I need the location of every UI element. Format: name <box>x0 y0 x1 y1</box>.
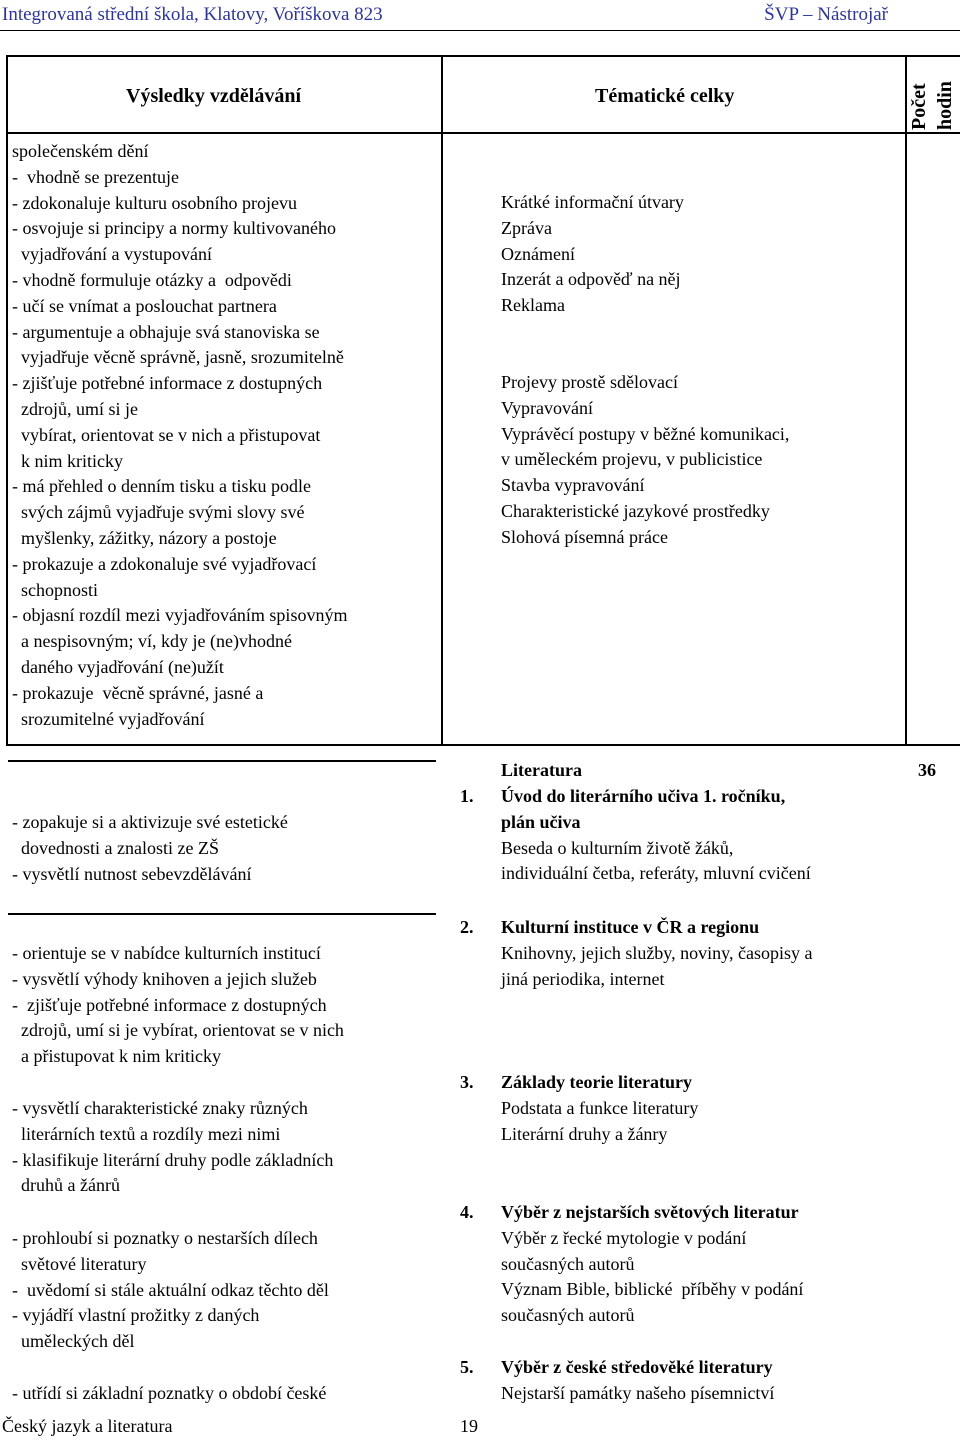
text-line: - zopakuje si a aktivizuje své estetické <box>12 812 288 832</box>
literature-hours: 36 <box>918 760 936 780</box>
text-line: - zjišťuje potřebné informace z dostupných <box>12 994 327 1015</box>
school-name: Integrovaná střední škola, Klatovy, Voříškova 823 <box>2 4 383 25</box>
table-header-bottom-border <box>6 132 960 134</box>
text-line: Výběr z české středověké literatury <box>501 1357 773 1377</box>
text-line: a nespisovným; ví, kdy je (ne)vhodné <box>12 631 292 652</box>
header-topics: Tématické celky <box>595 85 735 107</box>
text-line: a přistupovat k nim kriticky <box>12 1046 221 1067</box>
text-line: daného vyjadřování (ne)užít <box>12 656 224 677</box>
text-line: - objasní rozdíl mezi vyjadřováním spisovným <box>12 605 348 626</box>
table-top-border <box>6 55 960 57</box>
text-line: Výběr z nejstarších světových literatur <box>501 1202 799 1222</box>
section-number: 4. <box>460 1202 474 1222</box>
text-line: uměleckých děl <box>12 1331 135 1352</box>
text-line: - prokazuje věcně správné, jasné a <box>12 682 264 703</box>
text-line: Vyprávěcí postupy v běžné komunikaci, <box>501 423 790 444</box>
text-line: - má přehled o denním tisku a tisku podle <box>12 476 311 497</box>
table-col-divider-2 <box>905 55 907 745</box>
text-line: srozumitelné vyjadřování <box>12 708 205 729</box>
section-content <box>501 915 812 992</box>
text-line: - vysvětlí výhody knihoven a jejich služeb <box>12 968 317 989</box>
text-line: společenském dění <box>12 141 149 161</box>
text-line: současných autorů <box>501 1305 635 1326</box>
text-line: - učí se vnímat a poslouchat partnera <box>12 295 277 316</box>
text-line: zdrojů, umí si je vybírat, orientovat se v nich <box>12 1020 344 1041</box>
text-line: Výběr z řecké mytologie v podání <box>501 1227 747 1248</box>
section-outcomes <box>12 1096 333 1199</box>
literature-heading: Literatura <box>501 760 582 780</box>
table-left-border <box>6 55 8 745</box>
text-line: Reklama <box>501 295 565 316</box>
text-line: světové literatury <box>12 1253 147 1274</box>
text-line: - vhodně formuluje otázky a odpovědi <box>12 269 292 290</box>
text-line: Podstata a funkce literatury <box>501 1097 699 1118</box>
text-line: plán učiva <box>501 811 581 832</box>
text-line: - vysvětlí nutnost sebevzdělávání <box>12 863 252 884</box>
text-line: Inzerát a odpověď na něj <box>501 269 681 290</box>
text-line: svých zájmů vyjadřuje svými slovy své <box>12 502 305 523</box>
text-line: Základy teorie literatury <box>501 1072 692 1092</box>
text-line: vybírat, orientovat se v nich a přistupovat <box>12 424 321 445</box>
section-outcomes <box>12 810 288 887</box>
text-line: Vypravování <box>501 397 593 418</box>
table-col-divider-1 <box>441 55 443 745</box>
section-number: 2. <box>460 917 474 937</box>
text-line: - klasifikuje literární druhy podle základních <box>12 1149 334 1170</box>
section-outcomes <box>12 941 344 1070</box>
text-line: Charakteristické jazykové prostředky <box>501 500 770 521</box>
text-line: - zdokonaluje kulturu osobního projevu <box>12 192 297 213</box>
section-content <box>501 1070 698 1147</box>
text-line: Zpráva <box>501 217 552 238</box>
section-separator <box>8 913 436 915</box>
page-header <box>0 0 960 31</box>
text-line: - orientuje se v nabídce kulturních institucí <box>12 943 321 963</box>
text-line: - prokazuje a zdokonaluje své vyjadřovací <box>12 553 317 574</box>
text-line: - osvojuje si principy a normy kultivovaného <box>12 218 336 239</box>
text-line: literárních textů a rozdíly mezi nimi <box>12 1123 281 1144</box>
section-number: 5. <box>460 1357 474 1377</box>
section-outcomes <box>12 1226 329 1355</box>
text-line: Nejstarší památky našeho písemnictví <box>501 1382 775 1403</box>
text-line: vyjadřuje věcně správně, jasně, srozumitelně <box>12 347 344 368</box>
text-line: - uvědomí si stále aktuální odkaz těchto děl <box>12 1279 329 1300</box>
section-separator <box>8 760 436 762</box>
section-number: 3. <box>460 1072 474 1092</box>
topics-list-1a <box>501 190 684 319</box>
section-number: 1. <box>460 786 474 806</box>
text-line: individuální četba, referáty, mluvní cvičení <box>501 863 811 884</box>
text-line: myšlenky, zážitky, názory a postoje <box>12 527 277 548</box>
text-line: vyjadřování a vystupování <box>12 244 212 265</box>
text-line: Význam Bible, biblické příběhy v podání <box>501 1279 804 1300</box>
text-line: Úvod do literárního učiva 1. ročníku, <box>501 786 786 806</box>
section-outcomes <box>12 1381 326 1407</box>
document-title: ŠVP – Nástrojař <box>764 4 888 25</box>
text-line: druhů a žánrů <box>12 1175 120 1196</box>
section-content <box>501 1200 803 1329</box>
section-content <box>501 784 811 887</box>
table-section-bottom-border <box>6 744 960 746</box>
text-line: - vhodně se prezentuje <box>12 166 179 187</box>
text-line: - zjišťuje potřebné informace z dostupných <box>12 373 323 394</box>
text-line: dovednosti a znalosti ze ZŠ <box>12 837 219 858</box>
text-line: Beseda o kulturním životě žáků, <box>501 837 734 858</box>
text-line: jiná periodika, internet <box>501 968 665 989</box>
text-line: Krátké informační útvary <box>501 192 684 212</box>
text-line: Slohová písemná práce <box>501 526 668 547</box>
text-line: zdrojů, umí si je <box>12 398 138 419</box>
text-line: Oznámení <box>501 243 575 264</box>
footer-subject: Český jazyk a literatura <box>2 1416 173 1436</box>
text-line: - prohloubí si poznatky o nestarších dílech <box>12 1228 318 1248</box>
text-line: - vysvětlí charakteristické znaky různých <box>12 1098 308 1118</box>
text-line: v uměleckém projevu, v publicistice <box>501 449 763 470</box>
text-line: Literární druhy a žánry <box>501 1123 668 1144</box>
text-line: k nim kriticky <box>12 450 123 471</box>
footer-page-number: 19 <box>460 1416 478 1436</box>
text-line: Kulturní instituce v ČR a regionu <box>501 917 760 937</box>
text-line: Knihovny, jejich služby, noviny, časopisy a <box>501 942 813 963</box>
text-line: - argumentuje a obhajuje svá stanoviska se <box>12 321 320 342</box>
text-line: - vyjádří vlastní prožitky z daných <box>12 1305 260 1326</box>
text-line: současných autorů <box>501 1253 635 1274</box>
topics-list-1b <box>501 370 789 551</box>
text-line: Stavba vypravování <box>501 475 645 496</box>
text-line: Projevy prostě sdělovací <box>501 372 678 392</box>
outcomes-list-1 <box>12 139 347 732</box>
header-hours: Počet hodin <box>908 81 956 130</box>
section-content <box>501 1355 774 1407</box>
text-line: - utřídí si základní poznatky o období české <box>12 1383 327 1403</box>
header-outcomes: Výsledky vzdělávání <box>126 85 302 107</box>
text-line: schopnosti <box>12 579 99 600</box>
